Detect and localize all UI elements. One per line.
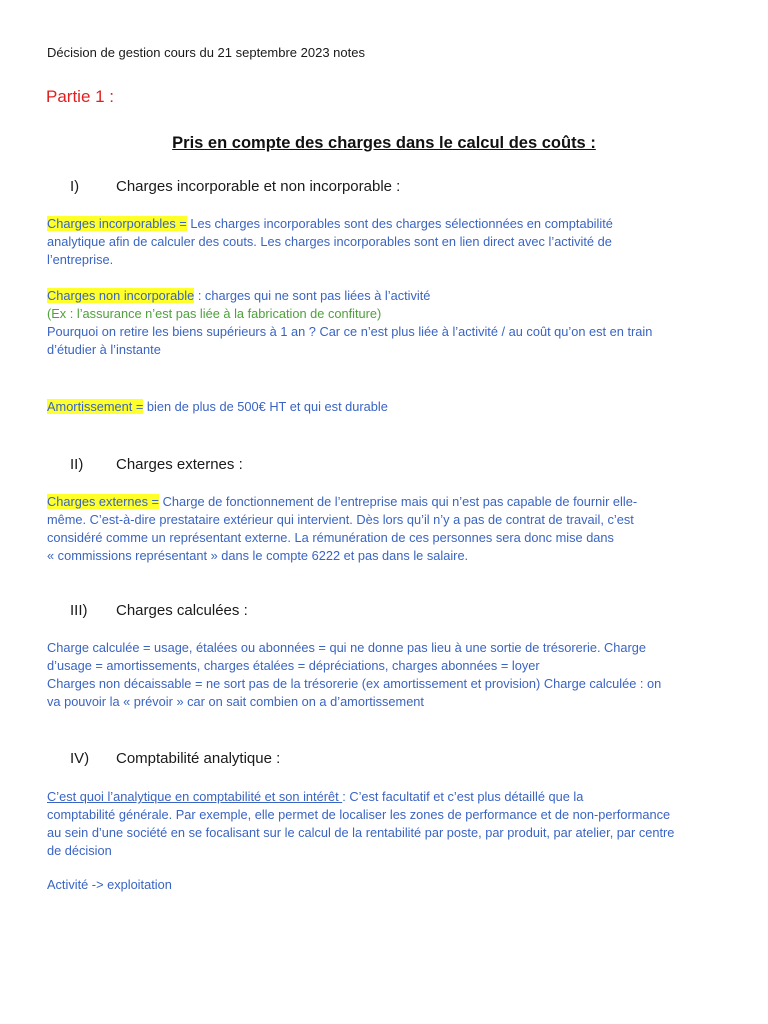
highlighted-term: Charges incorporables = [47,216,187,231]
section-title: Charges externes : [116,456,243,473]
paragraph-text: de décision [47,843,112,858]
paragraph-text: au sein d’une société en se focalisant sur le calcul de la rentabilité par poste, par produit, par atelier, par centre [47,825,675,840]
paragraph-charges-calculees [47,639,727,711]
paragraph-text: analytique afin de calculer des couts. Les charges incorporables sont en lien direct avec l’activité de [47,234,612,249]
section-number: I) [70,178,80,195]
paragraph-text: comptabilité générale. Par exemple, elle permet de localiser les zones de performance et de non-performance [47,807,671,822]
paragraph-text: même. C’est-à-dire prestataire extérieur qui intervient. Dès lors qu’il n’y a pas de contrat de travail, c’est [47,512,634,527]
paragraph-charges-non-incorporables [47,287,727,359]
paragraph-text: bien de plus de 500€ HT et qui est durable [143,399,388,414]
highlighted-term: Amortissement = [47,399,144,414]
paragraph-text: considéré comme un représentant externe. La rémunération de ces personnes sera donc mise dans [47,530,614,545]
section-heading-2 [70,456,670,476]
paragraph-charges-incorporables [47,215,727,269]
paragraph-charges-externes [47,493,727,565]
paragraph-text: Pourquoi on retire les biens supérieurs à 1 an ? Car ce n’est plus liée à l’activité / au coût qu’on est en train [47,324,653,339]
section-number: III) [70,602,88,619]
example-text: (Ex : l’assurance n’est pas liée à la fabrication de confiture) [47,306,382,321]
paragraph-text: : C’est facultatif et c’est plus détaillé que la [342,789,584,804]
highlighted-term: Charges non incorporable [47,288,195,303]
section-number: II) [70,456,84,473]
document-header: Décision de gestion cours du 21 septembre 2023 notes [47,45,365,60]
section-heading-4 [70,750,670,770]
part-heading: Partie 1 : [46,87,115,106]
paragraph-text: Les charges incorporables sont des charges sélectionnées en comptabilité [186,216,613,231]
main-title: Pris en compte des charges dans le calcul des coûts : [172,134,596,152]
paragraph-text: Charge de fonctionnement de l’entreprise mais qui n’est pas capable de fournir elle- [159,494,638,509]
paragraph-text: Charges non décaissable = ne sort pas de la trésorerie (ex amortissement et provision) Charge calculée : on [47,676,662,691]
paragraph-text: d’usage = amortissements, charges étalées = dépréciations, charges abonnées = loyer [47,658,540,673]
underlined-question: C’est quoi l’analytique en comptabilité et son intérêt [47,789,343,804]
paragraph-text: « commissions représentant » dans le compte 6222 et pas dans le salaire. [47,548,469,563]
paragraph-text: l’entreprise. [47,252,114,267]
section-title: Comptabilité analytique : [116,750,281,767]
paragraph-text: Charge calculée = usage, étalées ou abonnées = qui ne donne pas lieu à une sortie de trésorerie. Charge [47,640,647,655]
section-heading-3 [70,602,670,622]
paragraph-text: : charges qui ne sont pas liées à l’activité [194,288,431,303]
paragraph-comptabilite-analytique [47,788,727,860]
paragraph-activite [47,876,727,894]
section-heading-1 [70,178,670,198]
paragraph-text: Activité -> exploitation [47,877,172,892]
section-title: Charges incorporable et non incorporable : [116,178,401,195]
paragraph-text: d’étudier à l’instante [47,342,161,357]
section-number: IV) [70,750,90,767]
highlighted-term: Charges externes = [47,494,160,509]
section-title: Charges calculées : [116,602,248,619]
paragraph-amortissement [47,398,727,416]
paragraph-text: va pouvoir la « prévoir » car on sait combien on a d’amortissement [47,694,424,709]
